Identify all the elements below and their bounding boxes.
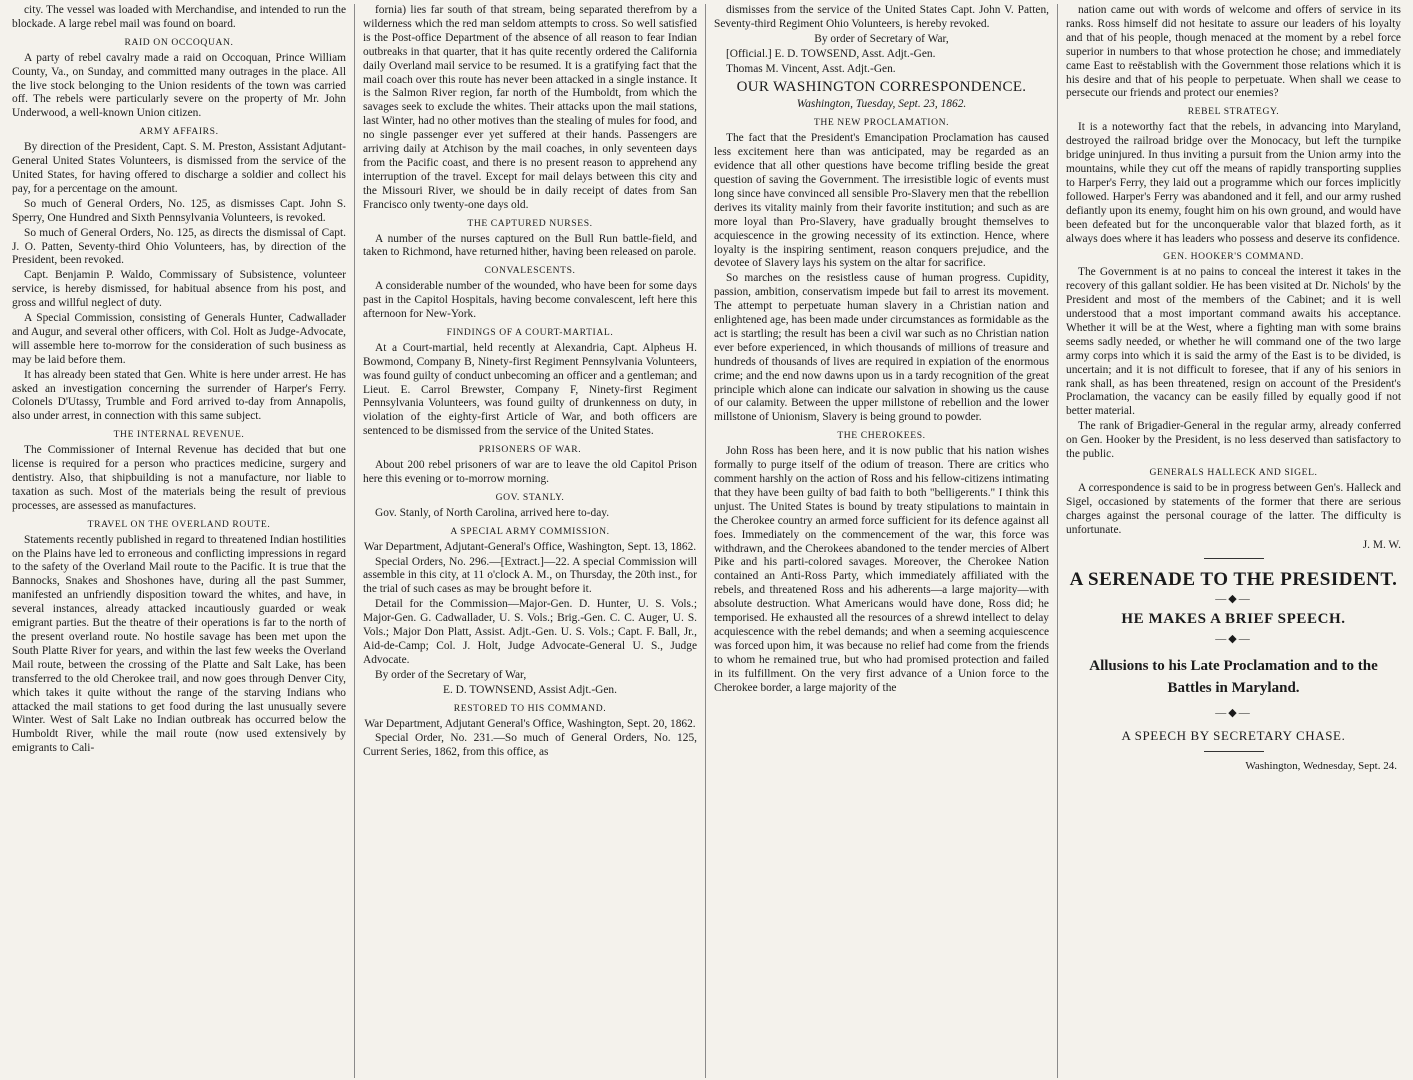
section-heading: THE NEW PROCLAMATION. — [813, 117, 950, 129]
section-heading: CONVALESCENTS. — [484, 265, 576, 277]
ornament-divider: —◆— — [1215, 593, 1252, 606]
paragraph: fornia) lies far south of that stream, being separated therefrom by a wilderness which the red man seldom attempts to cross. So well satisfied is the Post-office Department of the absence of all reason to fear Indian outbreaks in that quarter, that it has quite recently ordered the California daily Overland mail service to be resumed. It is a gratifying fact that the mail coach over this route has never been attacked in a single instance. It is the Salmon River region, far north of the Humboldt, from which the savages seek to exclude the whites. Their attacks upon the mail stations, last Winter, had no other motives than the stealing of mules for food, and no single passenger ever yet suffered at their hands. Passengers are arriving daily at Atchison by the mail coaches, in only seventeen days from the Pacific coast, and there is no present reason to apprehend any interruption of the travel. Except for mail delays between this city and the Missouri River, we should be in daily receipt of dates from San Francisco only twenty-one days old. — [363, 4, 697, 211]
correspondence-heading: OUR WASHINGTON CORRESPONDENCE. — [736, 78, 1027, 95]
headline-brief-speech: HE MAKES A BRIEF SPEECH. — [1121, 611, 1346, 628]
paragraph: So much of General Orders, No. 125, as dismisses Capt. John S. Sperry, One Hundred and Sixth Pennsylvania Volunteers, is revoked. — [12, 197, 346, 224]
paragraph: About 200 rebel prisoners of war are to leave the old Capitol Prison here this evening or to-morrow morning. — [363, 459, 697, 485]
paragraph: At a Court-martial, held recently at Alexandria, Capt. Alpheus H. Bowmond, Company B, Ninety-first Regiment Pennsylvania Volunteers, was found guilty of conduct unbecoming an officer and a gentleman; and Lieut. E. Carrol Brewster, Company F, Ninety-first Regiment Pennsylvania Volunteers, was found guilty of drunkenness on duty, in violation of the eighty-first Article of War, and both officers are sentenced to be dismissed from the service of the United States. — [363, 341, 697, 438]
official-line: Thomas M. Vincent, Asst. Adjt.-Gen. — [726, 62, 896, 75]
ornament-divider: —◆— — [1215, 707, 1252, 720]
section-heading: RAID ON OCCOQUAN. — [124, 36, 234, 48]
paragraph: So marches on the resistless cause of human progress. Cupidity, passion, ambition, conservatism impede but fail to arrest its movement. The attempt to perpetuate human slavery in a Christian nation and enlightened age, has been made under circumstances as formidable as the act is startling; the result has been a civil war such as no Christian nation ever before experienced, in which thousands of millions of treasure and hundreds of thousands of lives are required in expiation of the enormous crime; and the end now dawns upon us in a tardy recognition of the great principle which alone can indicate our salvation in showing us the cause of our calamity. Between the upper millstone of rebellion and the lower millstone of Unionism, Slavery is being ground to powder. — [714, 272, 1049, 424]
signature: E. D. TOWNSEND, Assist Adjt.-Gen. — [443, 683, 617, 696]
section-heading: THE CHEROKEES. — [837, 430, 926, 442]
paragraph: By order of the Secretary of War, — [375, 668, 527, 681]
order-line: By order of Secretary of War, — [814, 32, 949, 45]
official-line: [Official.] E. D. TOWSEND, Asst. Adjt.-Gen. — [726, 47, 936, 60]
paragraph: It has already been stated that Gen. White is here under arrest. He has asked an investigation concerning the surrender of Harper's Ferry. Colonels D'Utassy, Trumble and Ford arrived to-day from Annapolis, also under arrest, in connection with this same subject. — [12, 368, 346, 423]
paragraph: A correspondence is said to be in progress between Gen's. Halleck and Sigel, occasioned by statements of the former that there are serious charges against the personal courage of the latter. The difficulty is unfortunate. — [1066, 481, 1401, 536]
section-heading: FINDINGS OF A COURT-MARTIAL. — [446, 326, 614, 338]
paragraph: city. The vessel was loaded with Merchandise, and intended to run the blockade. A large rebel mail was found on board. — [12, 4, 346, 30]
section-heading: GOV. STANLY. — [495, 491, 565, 503]
paragraph: Gov. Stanly, of North Carolina, arrived here to-day. — [375, 506, 610, 519]
section-heading: RESTORED TO HIS COMMAND. — [453, 702, 607, 714]
section-heading: GENERALS HALLECK AND SIGEL. — [1149, 467, 1318, 478]
section-heading: THE INTERNAL REVENUE. — [113, 429, 245, 441]
paragraph: Special Order, No. 231.—So much of General Orders, No. 125, Current Series, 1862, from this office, as — [363, 732, 697, 759]
paragraph: Special Orders, No. 296.—[Extract.]—22. A special Commission will assemble in this city, at 11 o'clock A. M., on Thursday, the 20th inst., for the trial of such cases as may be brought before it. — [363, 555, 697, 596]
section-heading: A SPECIAL ARMY COMMISSION. — [450, 525, 610, 537]
headline-allusions: Allusions to his Late Proclamation and to the Battles in Maryland. — [1089, 658, 1378, 697]
dateline: War Department, Adjutant General's Office, Washington, Sept. 20, 1862. — [364, 717, 696, 730]
paragraph: John Ross has been here, and it is now public that his nation wishes formally to purge itself of the odium of treason. There are critics who comment harshly on the action of Ross and his fellow-citizens intimating that they have been guilty of bad faith to both "belligerents." I think this unjust. The United States is bound by treaty stipulations to maintain in the Cherokee country an armed force sufficient for its defence against all foes. Immediately on the commencement of the war, this force was withdrawn, and the Cherokees abandoned to the tender mercies of Albert Pike and his parti-colored savages. Moreover, the Cherokee Nation contained an Anti-Ross Party, which immediately affiliated with the rebels, and threatened Ross and his adherents—a large majority—with absolute destruction. What Americans would have done, Ross did; he temporised. He exhausted all the resources of a shrewd intellect to delay acquiescence with the rebel demands; and when a seeming acquiescence was forced upon him, it was because no relief had come from the friends to whom he remained true, but who had promised protection and failed in its fulfillment. On the very first advance of a Union force to the Cherokee border, a large majority of the — [714, 445, 1049, 694]
paragraph: A Special Commission, consisting of Generals Hunter, Cadwallader and Augur, and several other officers, with Col. Holt as Judge-Advocate, will assemble here to-morrow for the consideration of such business as may be laid before them. — [12, 312, 346, 366]
paragraph: The rank of Brigadier-General in the regular army, already conferred on Gen. Hooker by the President, is no less deserved than satisfactory to the public. — [1066, 420, 1401, 461]
column-3 — [706, 4, 1058, 1078]
column-4 — [1058, 4, 1409, 1078]
headline-secretary-chase: A SPEECH BY SECRETARY CHASE. — [1121, 727, 1346, 743]
paragraph: The Government is at no pains to conceal the interest it takes in the recovery of this gallant soldier. He has been visited at Dr. Nichols' by the President and most of the members of the Cabinet; and it is well understood that a most important command awaits his acceptance. Whether it will be at the West, where a fighting man with some brains seems sadly needed, or whether he will command one of the two large army corps into which it is said the army of the East is to be divided, is uncertain; and it is not difficult to foresee, that if any of his seniors in rank shall, as has been threatened, resign on account of the President's Proclamation, the vacancy can be easily filled by equally good if not better material. — [1066, 266, 1401, 418]
headline-serenade: A SERENADE TO THE PRESIDENT. — [1069, 569, 1398, 591]
paragraph: nation came out with words of welcome and offers of service in its ranks. Ross himself did not hesitate to assure our leaders of his loyalty and that of his people, though menaced at the moment by a rebel force superior in numbers to that whose protection he chose; and immediately came East to reëstablish with the Government those relations which it is his desire and that of his people to perpetuate. When shall we cease to persecute our friends and protect our enemies? — [1066, 4, 1401, 100]
section-heading: GEN. HOOKER'S COMMAND. — [1163, 251, 1304, 263]
paragraph: The fact that the President's Emancipation Proclamation has caused less excitement here than was anticipated, may be regarded as an evidence that all other questions have become trifling beside the great question of saving the Government. The irresistible logic of events must long since have convinced all sensible Pro-Slavery men that the rebellion derives its vitality mainly from their favorite institution; and such as are more loyal than Pro-Slavery, have gradually brought themselves to acquiescence in the growing necessity of its extinction. Hence, where loyalty is the inspiring sentiment, reason conquers prejudice, and the devotee of Slavery lays his system on the altar for sacrifice. — [714, 132, 1049, 270]
paragraph: Detail for the Commission—Major-Gen. D. Hunter, U. S. Vols.; Major-Gen. G. Cadwallader, U. S. Vols.; Brig.-Gen. C. C. Auger, U. S. Vols.; Major Don Platt, Assist. Adjt.-Gen. U. S. Vols.; Capt. F. Ball, Jr., Aid-de-Camp; Col. J. Holt, Judge Advocate-General U. S., Judge Advocate. — [363, 598, 697, 666]
paragraph: Capt. Benjamin P. Waldo, Commissary of Subsistence, volunteer service, is hereby dismissed, for habitual absence from his post, and gross and willful neglect of duty. — [12, 269, 346, 310]
column-2 — [355, 4, 706, 1078]
paragraph: A number of the nurses captured on the Bull Run battle-field, and taken to Richmond, have returned hither, having been released on parole. — [363, 232, 697, 259]
paragraph: By direction of the President, Capt. S. M. Preston, Assistant Adjutant-General United States Volunteers, is dismissed from the service of the United States, for having offered to discharge a soldier and collect his pay, for a percentage on the amount. — [12, 141, 346, 195]
dateline: War Department, Adjutant-General's Office, Washington, Sept. 13, 1862. — [363, 540, 697, 553]
section-heading: TRAVEL ON THE OVERLAND ROUTE. — [87, 518, 271, 530]
section-heading: THE CAPTURED NURSES. — [467, 217, 593, 229]
divider — [1204, 751, 1264, 752]
section-heading: REBEL STRATEGY. — [1187, 106, 1280, 118]
signature: J. M. W. — [1362, 538, 1401, 551]
ornament-divider: —◆— — [1215, 633, 1252, 646]
section-heading: ARMY AFFAIRS. — [139, 126, 219, 138]
section-heading: PRISONERS OF WAR. — [478, 444, 582, 456]
paragraph: dismisses from the service of the United States Capt. John V. Patten, Seventy-third Regiment Ohio Volunteers, is hereby revoked. — [714, 4, 1049, 30]
divider — [1204, 558, 1264, 559]
paragraph: A considerable number of the wounded, who have been for some days past in the Capitol Hospitals, having become convalescent, left here this afternoon for New-York. — [363, 280, 697, 321]
paragraph: So much of General Orders, No. 125, as directs the dismissal of Capt. J. O. Patten, Seventy-third Ohio Volunteers, has, by direction of the President, been revoked. — [12, 226, 346, 267]
column-1 — [4, 4, 355, 1078]
dateline: Washington, Wednesday, Sept. 24. — [1245, 759, 1397, 772]
paragraph: The Commissioner of Internal Revenue has decided that but one license is required for a person who practices medicine, surgery and dentistry. Also, that shipbuilding is not a manufacture, nor liable to taxation as such. Most of the materials being the result of previous processes, are assessed as manufactures. — [12, 444, 346, 512]
dateline: Washington, Tuesday, Sept. 23, 1862. — [796, 98, 967, 111]
paragraph: It is a noteworthy fact that the rebels, in advancing into Maryland, destroyed the railroad bridge over the Monocacy, but left the turnpike bridge uninjured. In thus inviting a pursuit from the Union army into the mountains, while they cut off the means of rapidly transporting supplies to Harper's Ferry, they laid out a programme which our forces implicitly followed. Harper's Ferry was abandoned and it fell, and our army rushed defiantly upon its enemy, fought him on his own ground, and would have been defeated but for the unconquerable valor that blazed forth, as it always does where it has leaders who possess and deserve its confidence. — [1066, 121, 1401, 245]
paragraph: Statements recently published in regard to threatened Indian hostilities on the Plains have led to erroneous and conflicting impressions in regard to the safety of the Overland Mail route to the Pacific. It is true that the Bannocks, Snakes and Shoshones have, during all the past Summer, manifested an unfriendly disposition toward the whites, and have, in several instances, already attacked incautiously guarded or weak emigrant parties. But the theatre of their operations is far to the north of the present overland route. No hostile savage has been met upon the South Platte River for years, and within the last few weeks the Overland Mail route, between the crossing of the Platte and Salt Lake, has been transferred to the old Cherokee trail, and now goes through Denver City, which takes it quite without the range of the starving Indians who attacked the mail stations to get food during the last unusually severe Winter. West of Salt Lake no Indian outbreak has occurred below the Humboldt River, while the mail route (now used extensively by emigrants to Cali- — [12, 533, 346, 755]
paragraph: A party of rebel cavalry made a raid on Occoquan, Prince William County, Va., on Sunday, and committed many outrages in the place. All the live stock belonging to the Union residents of the town was carried off. The rebels were particularly severe on the property of Mr. John Underwood, a well-known Union citizen. — [12, 51, 346, 120]
